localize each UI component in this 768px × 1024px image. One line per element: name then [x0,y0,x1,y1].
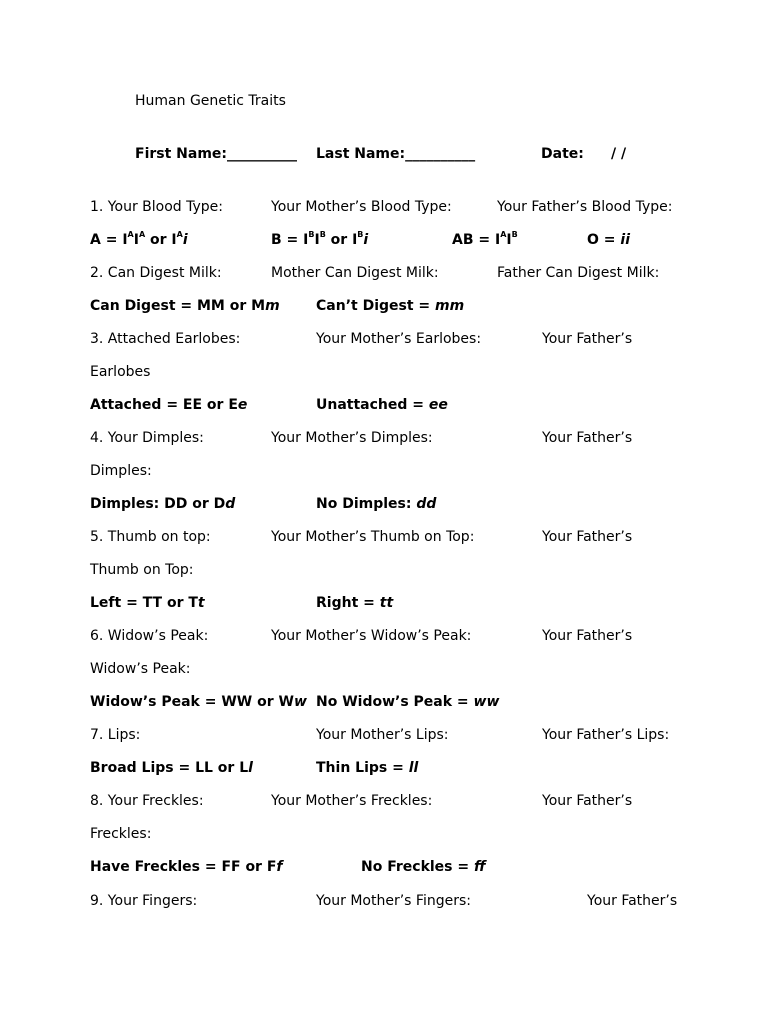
question-father-dimples: Your Father’s [542,430,633,446]
key-dimples-yes: Dimples: DD or Dd [90,496,236,512]
last-name-field: Last Name:__________ [316,146,476,162]
key-thumb-left: Left = TT or Tt [90,595,205,611]
key-thumb-right: Right = tt [316,595,394,611]
question-widows-peak: 6. Widow’s Peak: [90,628,209,644]
key-lips-broad: Broad Lips = LL or Ll [90,760,253,776]
question-father-thumb: Your Father’s [542,529,633,545]
question-fingers: 9. Your Fingers: [90,893,198,909]
question-lips: 7. Lips: [90,727,141,743]
question-father-fingers: Your Father’s [587,893,678,909]
key-blood-b: $B = I^BI^B$ or $I^Bi$ [271,230,369,248]
key-earlobes-attached: Attached = EE or Ee [90,397,248,413]
first-name-field: First Name:__________ [135,146,298,162]
question-mother-lips: Your Mother’s Lips: [316,727,449,743]
question-father-widows-peak-cont: Widow’s Peak: [90,661,191,677]
question-father-widows-peak: Your Father’s [542,628,633,644]
question-father-earlobes-cont: Earlobes [90,364,151,380]
question-father-dimples-cont: Dimples: [90,463,152,479]
question-father-earlobes: Your Father’s [542,331,633,347]
key-blood-ab: AB = $I^AI^B$ [452,230,518,248]
question-blood-type: 1. Your Blood Type: [90,199,223,215]
question-mother-earlobes: Your Mother’s Earlobes: [316,331,482,347]
key-widows-peak-no: No Widow’s Peak = ww [316,694,500,710]
question-father-freckles: Your Father’s [542,793,633,809]
date-label: Date: [541,146,584,162]
page-title: Human Genetic Traits [135,93,286,109]
question-freckles: 8. Your Freckles: [90,793,204,809]
question-father-lips: Your Father’s Lips: [542,727,670,743]
key-milk-can: Can Digest = MM or Mm [90,298,280,314]
question-father-digest-milk: Father Can Digest Milk: [497,265,660,281]
question-mother-digest-milk: Mother Can Digest Milk: [271,265,439,281]
question-digest-milk: 2. Can Digest Milk: [90,265,222,281]
question-mother-dimples: Your Mother’s Dimples: [271,430,433,446]
key-widows-peak-yes: Widow’s Peak = WW or Ww [90,694,307,710]
key-freckles-no: No Freckles = ff [361,859,486,875]
key-lips-thin: Thin Lips = ll [316,760,419,776]
question-dimples: 4. Your Dimples: [90,430,204,446]
key-blood-a: $A = I^AI^A$ or $I^Ai$ [90,230,188,248]
key-blood-o: O = ii [587,232,630,248]
question-mother-widows-peak: Your Mother’s Widow’s Peak: [271,628,472,644]
question-mother-blood-type: Your Mother’s Blood Type: [271,199,452,215]
question-mother-thumb: Your Mother’s Thumb on Top: [271,529,475,545]
question-mother-fingers: Your Mother’s Fingers: [316,893,471,909]
question-father-thumb-cont: Thumb on Top: [90,562,194,578]
key-milk-cannot: Can’t Digest = mm [316,298,465,314]
question-mother-freckles: Your Mother’s Freckles: [271,793,433,809]
question-father-blood-type: Your Father’s Blood Type: [497,199,673,215]
key-earlobes-unattached: Unattached = ee [316,397,448,413]
date-slashes: / / [611,146,627,162]
question-thumb: 5. Thumb on top: [90,529,211,545]
key-freckles-yes: Have Freckles = FF or Ff [90,859,283,875]
question-earlobes: 3. Attached Earlobes: [90,331,241,347]
key-dimples-no: No Dimples: dd [316,496,437,512]
question-father-freckles-cont: Freckles: [90,826,152,842]
